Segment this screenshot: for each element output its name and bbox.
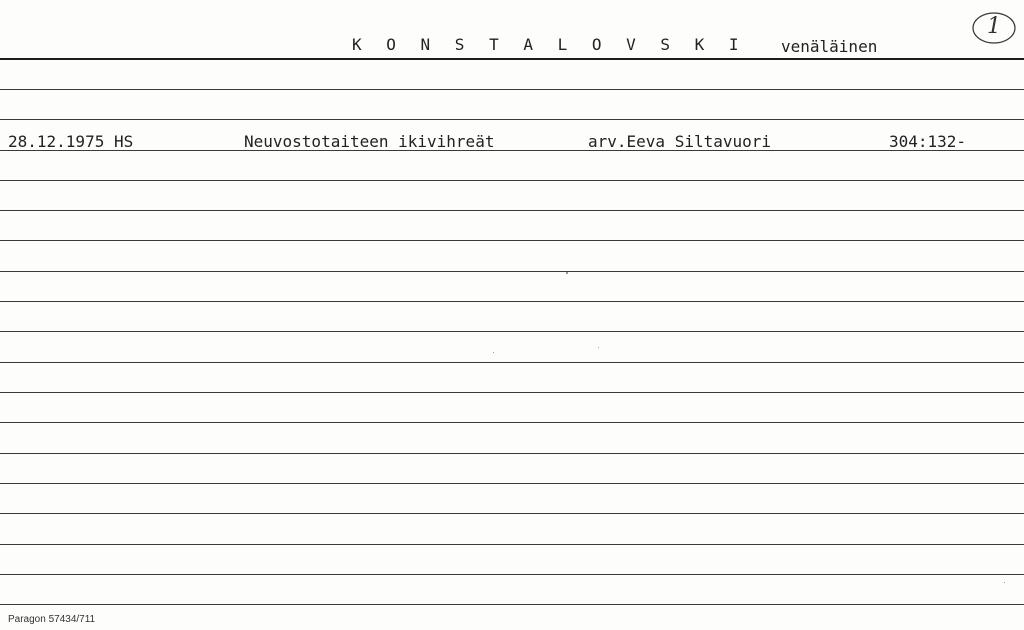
printer-mark: Paragon 57434/711 [8,614,96,625]
ruled-line [0,210,1024,211]
ruled-line [0,422,1024,423]
ruled-line [0,513,1024,514]
ruled-line [0,240,1024,241]
entry-reviewer: arv.Eeva Siltavuori [588,132,772,151]
ruled-line [0,301,1024,302]
entry-reference: 304:132- [889,132,967,151]
ruled-line [0,574,1024,575]
paper-speck [493,352,494,353]
entry-date-source: 28.12.1975 HS [8,132,134,151]
card-number-circle [970,10,1018,46]
ruled-line [0,392,1024,393]
ruled-line [0,453,1024,454]
paper-speck [566,272,568,274]
entry-title: Neuvostotaiteen ikivihreät [244,132,495,151]
ruled-line [0,150,1024,151]
card-number: 1 [987,14,1001,39]
ruled-line [0,604,1024,605]
ruled-line [0,331,1024,332]
paper-speck [598,347,599,348]
ruled-line [0,544,1024,545]
ruled-line [0,119,1024,120]
ruled-line [0,483,1024,484]
ruled-line [0,271,1024,272]
ruled-line [0,89,1024,90]
subject-name: K O N S T A L O V S K I [352,35,747,54]
ruled-line [0,362,1024,363]
nationality-label: venäläinen [781,37,878,56]
header-rule [0,58,1024,60]
ruled-line [0,180,1024,181]
paper-speck [1004,582,1005,583]
